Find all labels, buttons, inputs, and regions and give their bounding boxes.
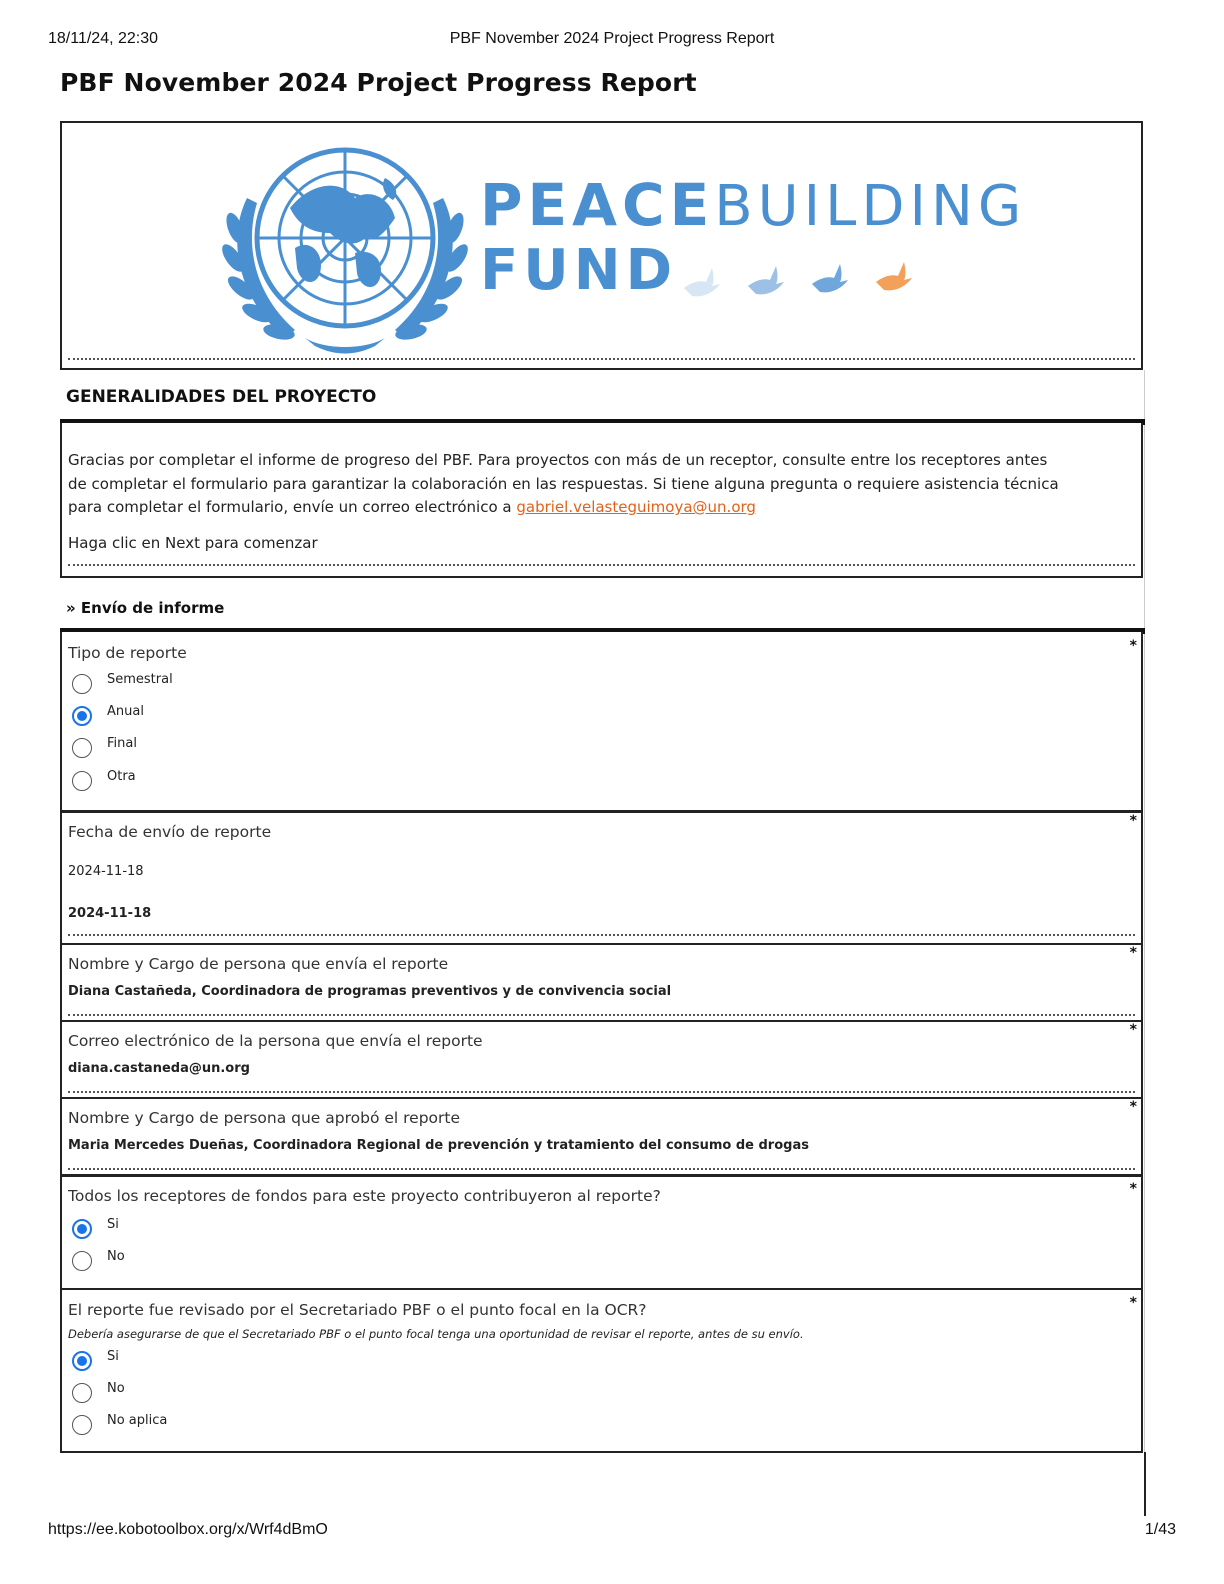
required-marker: * <box>1129 1022 1137 1038</box>
required-marker: * <box>1129 945 1137 961</box>
radio-option-anual[interactable] <box>72 706 372 728</box>
section-title-overview: GENERALIDADES DEL PROYECTO <box>66 387 377 407</box>
radio-label: No aplica <box>107 1413 168 1428</box>
question-label: El reporte fue revisado por el Secretariado PBF o el punto focal en la OCR? <box>68 1301 647 1319</box>
question-label: Nombre y Cargo de persona que envía el reporte <box>68 955 449 973</box>
radio-option-semestral[interactable] <box>72 674 372 696</box>
required-marker: * <box>1129 1295 1137 1311</box>
text-answer[interactable]: Maria Mercedes Dueñas, Coordinadora Regional de prevención y tratamiento del consumo de drogas <box>68 1138 809 1153</box>
radio-option-no[interactable] <box>72 1251 372 1273</box>
radio-circle[interactable] <box>72 674 92 694</box>
question-submit-date <box>60 811 1143 945</box>
radio-label: Semestral <box>107 672 173 687</box>
logo-panel <box>60 121 1143 370</box>
question-all-recipients <box>60 1175 1143 1290</box>
intro-text <box>68 449 1068 520</box>
question-label: Correo electrónico de la persona que envía el reporte <box>68 1032 483 1050</box>
divider <box>68 934 1135 936</box>
dove-icon-3 <box>812 264 848 292</box>
svg-text:PEACEBUILDING <box>480 171 1026 239</box>
question-submitter-email <box>60 1020 1143 1099</box>
logo-word-fund: FUND <box>480 238 678 303</box>
required-marker: * <box>1129 813 1137 829</box>
text-answer[interactable]: Diana Castañeda, Coordinadora de programas preventivos y de convivencia social <box>68 984 672 999</box>
radio-option-no[interactable] <box>72 1383 372 1405</box>
divider <box>68 1014 1135 1016</box>
page-number: 1/43 <box>1144 1521 1176 1538</box>
question-label: Fecha de envío de reporte <box>68 823 272 841</box>
radio-label: Otra <box>107 769 136 784</box>
question-label: Todos los receptores de fondos para este proyecto contribuyeron al reporte? <box>68 1187 661 1205</box>
radio-label: No <box>107 1249 125 1264</box>
start-instruction: Haga clic en Next para comenzar <box>68 534 318 552</box>
intro-body: Gracias por completar el informe de progreso del PBF. Para proyectos con más de un receptor, consulte entre los receptores antes de completar el formulario para garantizar la colaboración en las respuestas. Si tiene alguna pregunta o requiere asistencia técnica para completar el formulario, envíe un correo electrónico a <box>68 451 1059 516</box>
radio-circle[interactable] <box>72 1383 92 1403</box>
radio-circle[interactable] <box>72 1415 92 1435</box>
radio-option-otra[interactable] <box>72 771 372 793</box>
question-reviewed <box>60 1288 1143 1453</box>
date-input[interactable]: 2024-11-18 <box>68 864 144 879</box>
page-right-rule <box>1144 370 1145 1510</box>
radio-label: Anual <box>107 704 144 719</box>
radio-label: Si <box>107 1349 119 1364</box>
required-marker: * <box>1129 1181 1137 1197</box>
text-answer[interactable]: diana.castaneda@un.org <box>68 1061 250 1076</box>
date-display: 2024-11-18 <box>68 906 152 921</box>
logo-word-building: BUILDING <box>714 174 1027 239</box>
required-marker: * <box>1129 638 1137 654</box>
radio-option-final[interactable] <box>72 738 372 760</box>
radio-label: Si <box>107 1217 119 1232</box>
radio-circle[interactable] <box>72 1251 92 1271</box>
divider <box>68 1168 1135 1170</box>
radio-option-no-aplica[interactable] <box>72 1415 372 1437</box>
required-marker: * <box>1129 1099 1137 1115</box>
radio-label: Final <box>107 736 137 751</box>
dove-icon-2 <box>748 266 784 294</box>
contact-email-link[interactable]: gabriel.velasteguimoya@un.org <box>516 498 756 516</box>
question-label: Nombre y Cargo de persona que aprobó el reporte <box>68 1109 461 1127</box>
intro-panel <box>60 423 1143 578</box>
question-label: Tipo de reporte <box>68 644 187 662</box>
radio-option-si[interactable] <box>72 1219 372 1241</box>
question-report-type <box>60 632 1143 812</box>
radio-option-si[interactable] <box>72 1351 372 1373</box>
question-approver-name <box>60 1097 1143 1176</box>
radio-circle[interactable] <box>72 738 92 758</box>
print-url: https://ee.kobotoolbox.org/x/Wrf4dBmO <box>48 1521 328 1538</box>
divider <box>68 1091 1135 1093</box>
peacebuilding-fund-logo <box>62 123 1141 368</box>
dove-icon-1 <box>684 268 720 296</box>
print-datetime: 18/11/24, 22:30 <box>48 30 159 47</box>
logo-word-peace: PEACE <box>480 171 715 239</box>
page-title: PBF November 2024 Project Progress Report <box>60 68 697 97</box>
radio-circle[interactable] <box>72 771 92 791</box>
subsection-title-submission: » Envío de informe <box>66 599 225 617</box>
divider <box>68 564 1135 566</box>
question-hint: Debería asegurarse de que el Secretariado PBF o el punto focal tenga una oportunidad de revisar el reporte, antes de su envío. <box>68 1327 804 1341</box>
print-title: PBF November 2024 Project Progress Report <box>449 30 775 47</box>
radio-circle-selected[interactable] <box>72 1219 92 1239</box>
question-submitter-name <box>60 943 1143 1022</box>
radio-circle-selected[interactable] <box>72 1351 92 1371</box>
dove-icon-4 <box>876 262 912 290</box>
radio-label: No <box>107 1381 125 1396</box>
page-right-rule-dark <box>1144 1452 1146 1516</box>
divider <box>68 358 1135 360</box>
un-emblem-icon <box>218 150 472 354</box>
radio-circle-selected[interactable] <box>72 706 92 726</box>
